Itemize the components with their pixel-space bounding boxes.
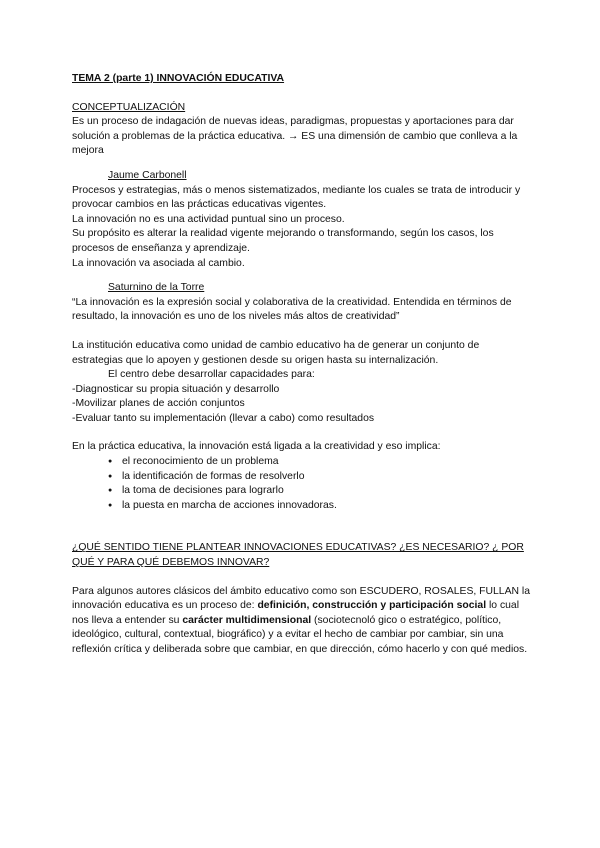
author-carbonell: Jaume Carbonell [108, 169, 187, 181]
question-heading: ¿QUÉ SENTIDO TIENE PLANTEAR INNOVACIONES EDUCATIVAS? ¿ES NECESARIO? ¿ POR QUÉ Y PARA QUÉ DEBEMOS INNOVAR? [72, 542, 524, 569]
institution-paragraph: La institución educativa como unidad de cambio educativo ha de generar un conjunto de estrategias que lo apoyen y gestionen desde su origen hasta su internalización. [72, 339, 480, 366]
carbonell-paragraph-3: Su propósito es alterar la realidad vigente mejorando o transformando, según los casos, los procesos de enseñanza y aprendizaje. [72, 228, 494, 254]
final-paragraph [72, 585, 532, 658]
list-item: ● la puesta en marcha de acciones innovadoras. [108, 499, 532, 514]
list-item: ● la toma de decisiones para lograrlo [108, 484, 532, 499]
final-text-2: lo cual nos lleva a entender su [72, 600, 520, 626]
creativity-bullet-list [72, 455, 532, 513]
section-heading-conceptualizacion: CONCEPTUALIZACIÓN [72, 101, 186, 113]
final-text-1: Para algunos autores clásicos del ámbito educativo como son ESCUDERO, ROSALES, FULLAN la innovación educativa es un proceso de: [72, 585, 530, 612]
capacity-item: -Diagnosticar su propia situación y desarrollo [72, 383, 280, 395]
list-item: ● la identificación de formas de resolverlo [108, 470, 532, 485]
carbonell-paragraph-2: La innovación no es una actividad puntual sino un proceso. [72, 213, 345, 225]
final-bold-2: carácter multidimensional [182, 614, 312, 626]
capacity-item: -Evaluar tanto su implementación (llevar a cabo) como resultados [72, 412, 375, 424]
carbonell-paragraph-1: Procesos y estrategias, más o menos sistematizados, mediante los cuales se trata de introducir y provocar cambios en las prácticas educativas vigentes. [72, 184, 521, 211]
institution-capacities-intro: El centro debe desarrollar capacidades para: [108, 369, 315, 381]
capacity-item: -Movilizar planes de acción conjuntos [72, 398, 245, 410]
final-bold-1: definición, construcción y participación social [257, 600, 487, 612]
final-text-3: (sociotecnoló gico o estratégico, político, ideológico, cultural, contextual, biográfico) y a evitar el hecho de cambiar por cambiar, sin una reflexión crítica y deliberada sobre que cambiar, en que dirección, cómo hacerlo y con qué medios. [72, 614, 528, 655]
document-title: TEMA 2 (parte 1) INNOVACIÓN EDUCATIVA [72, 73, 285, 84]
torre-quote: “La innovación es la expresión social y colaborativa de la creatividad. Entendida en términos de resultado, la innovación es uno de los niveles más altos de creatividad” [72, 296, 512, 323]
conceptualizacion-text: Es un proceso de indagación de nuevas ideas, paradigmas, propuestas y aportaciones para dar solución a problemas de la práctica educativa. → ES una dimensión de cambio que conlleva a la mejora [72, 116, 518, 157]
creativity-intro: En la práctica educativa, la innovación está ligada a la creatividad y eso implica: [72, 441, 441, 453]
author-torre: Saturnino de la Torre [108, 282, 205, 294]
carbonell-paragraph-4: La innovación va asociada al cambio. [72, 257, 245, 269]
list-item: ● el reconocimiento de un problema [108, 455, 532, 470]
document-page [72, 72, 532, 658]
